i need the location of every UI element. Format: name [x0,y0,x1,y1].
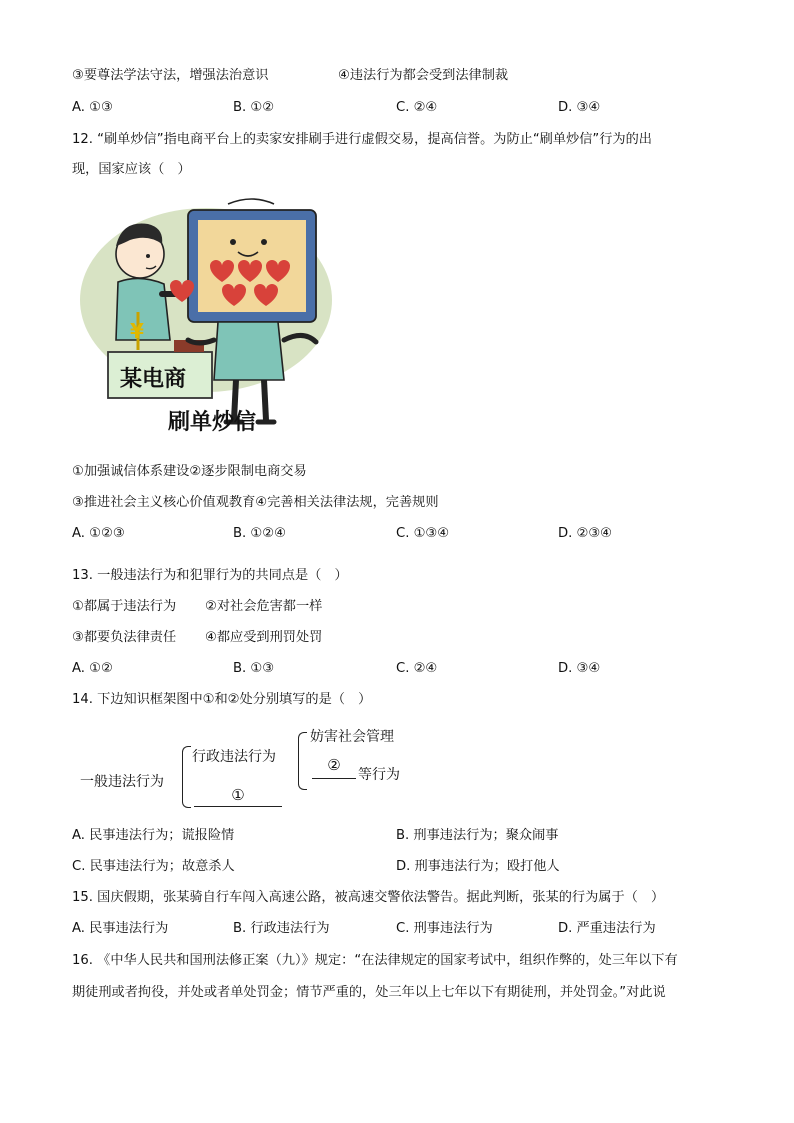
q13-statement-1: ①都属于违法行为 [72,599,177,614]
q12-option-c[interactable]: C. ①③④ [396,526,450,541]
q13-option-c[interactable]: C. ②④ [396,661,438,676]
cartoon-illustration [78,190,340,440]
q14-option-c[interactable]: C. 民事违法行为；故意杀人 [72,859,235,874]
q16-stem-line-1: 16. 《中华人民共和国刑法修正案（九）》规定：“在法律规定的国家考试中，组织作弊的，处三年以下有 [72,953,678,968]
q12-stem-line-1: 12. “刷单炒信”指电商平台上的卖家安排刷手进行虚假交易，提高信誉。为防止“刷单炒信”行为的出 [72,132,652,147]
q12-option-b[interactable]: B. ①②④ [233,526,286,541]
q15-option-b[interactable]: B. 行政违法行为 [233,921,330,936]
q11-statement-3: ③要尊法学法守法，增强法治意识 [72,68,269,83]
q11-option-b[interactable]: B. ①② [233,100,275,115]
diagram-blank-2: ② [312,756,356,779]
q13-stem: 13. 一般违法行为和犯罪行为的共同点是（ ） [72,568,348,583]
diagram-blank-1: ① [194,786,282,807]
q15-stem: 15. 国庆假期，张某骑自行车闯入高速公路，被高速交警依法警告。据此判断，张某的行为属于（ ） [72,890,665,905]
q12-statement-line-1: ①加强诚信体系建设②逐步限制电商交易 [72,464,307,479]
yen-symbol: ¥ [130,319,144,343]
q14-option-b[interactable]: B. 刑事违法行为；聚众闹事 [396,828,559,843]
diagram-brace-1 [182,746,191,808]
q11-option-d[interactable]: D. ③④ [558,100,601,115]
q16-stem-line-2: 期徒刑或者拘役，并处或者单处罚金；情节严重的，处三年以上七年以下有期徒刑，并处罚金。”对此说 [72,985,666,1000]
diagram-root: 一般违法行为 [80,774,164,790]
diagram-leaf-suffix: 等行为 [358,767,400,783]
diagram-branch-top: 行政违法行为 [192,749,276,765]
q12-stem-line-2: 现，国家应该（ ） [72,162,191,177]
q13-statement-3: ③都要负法律责任 [72,630,177,645]
q13-statement-4: ④都应受到刑罚处罚 [205,630,323,645]
q15-option-c[interactable]: C. 刑事违法行为 [396,921,493,936]
q12-option-d[interactable]: D. ②③④ [558,526,613,541]
q11-statement-4: ④违法行为都会受到法律制裁 [338,68,509,83]
q12-option-a[interactable]: A. ①②③ [72,526,125,541]
q13-option-a[interactable]: A. ①② [72,661,113,676]
q15-option-d[interactable]: D. 严重违法行为 [558,921,656,936]
q11-option-a[interactable]: A. ①③ [72,100,113,115]
cartoon-caption: 刷单炒信 [168,410,257,435]
q15-option-a[interactable]: A. 民事违法行为 [72,921,169,936]
q13-option-b[interactable]: B. ①③ [233,661,275,676]
q13-statement-2: ②对社会危害都一样 [205,599,323,614]
q13-option-d[interactable]: D. ③④ [558,661,601,676]
q14-knowledge-diagram [72,722,432,822]
q12-cartoon-image [78,190,340,440]
q14-option-a[interactable]: A. 民事违法行为；谎报险情 [72,828,235,843]
stall-sign: 某电商 [120,367,187,392]
q12-statement-line-2: ③推进社会主义核心价值观教育④完善相关法律法规，完善规则 [72,495,439,510]
q11-option-c[interactable]: C. ②④ [396,100,438,115]
q14-option-d[interactable]: D. 刑事违法行为；殴打他人 [396,859,560,874]
diagram-leaf-top: 妨害社会管理 [310,729,394,745]
q14-stem: 14. 下边知识框架图中①和②处分别填写的是（ ） [72,692,372,707]
diagram-brace-2 [298,732,307,790]
